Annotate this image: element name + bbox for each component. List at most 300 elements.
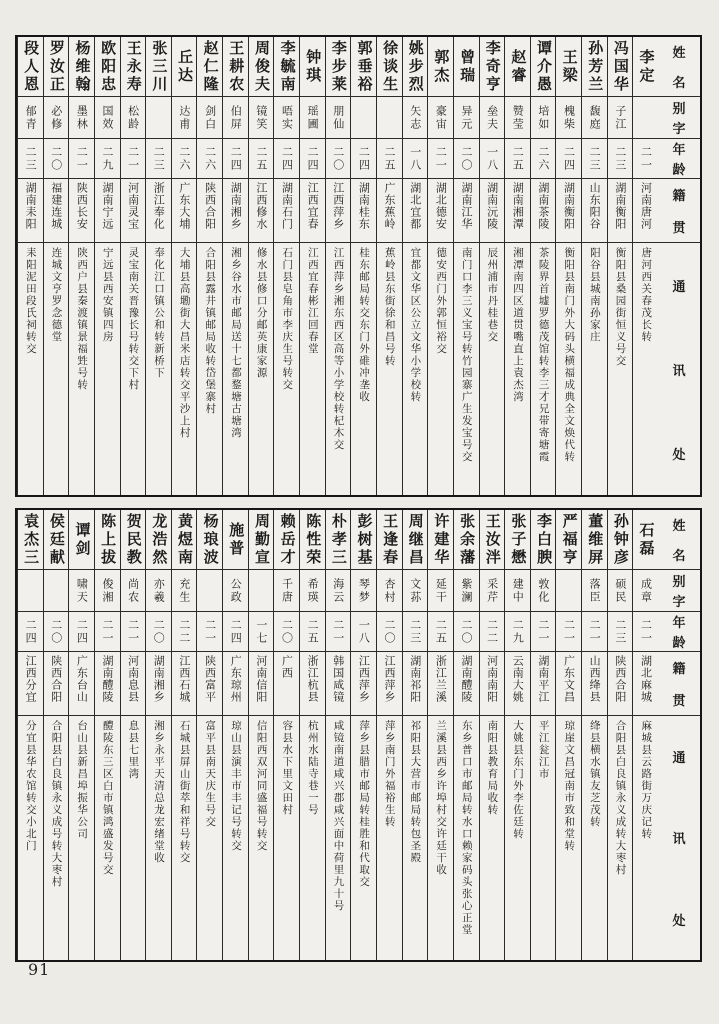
entry-address: 萍乡县腊市邮局转桂胜和代取交 [358, 720, 371, 888]
entry-address: 东乡普口市邮局转水口赖家码头张心正堂 [460, 720, 473, 936]
entry-courtesy-name: 啸天 [69, 570, 94, 612]
entry-address: 衡阳县南门外大码头横福成典全文焕代转 [563, 247, 576, 463]
entry-courtesy-name: 剑白 [197, 97, 222, 139]
entry-name: 段人恩 [18, 37, 43, 97]
entry-age: 二一 [69, 139, 94, 179]
entry-courtesy-name: 唔实 [274, 97, 299, 139]
entry-address: 琼山县演丰市丰记号转交 [229, 720, 242, 852]
entry-native-place: 湖南桂东 [351, 179, 376, 243]
entry-age: 二〇 [44, 612, 69, 652]
entry-age: 二六 [197, 139, 222, 179]
entry-native-place: 山东阳谷 [582, 179, 607, 243]
entry-age: 一八 [403, 139, 428, 179]
entry-courtesy-name: 千唐 [274, 570, 299, 612]
entry-native-place: 江西萍乡 [351, 652, 376, 716]
entry-age: 二六 [531, 139, 556, 179]
entry-age: 二三 [146, 139, 171, 179]
entry-courtesy-name: 墨林 [69, 97, 94, 139]
entry-native-place: 湖南沅陵 [480, 179, 505, 243]
entry-native-place: 湖南醴陵 [454, 652, 479, 716]
entry-native-place: 河南唐河 [633, 179, 658, 243]
entry-column [402, 510, 428, 960]
entry-age: 二五 [377, 139, 402, 179]
entry-column [530, 510, 556, 960]
entry-name: 袁杰三 [18, 510, 43, 570]
column-header-native-place: 籍 贯 [658, 179, 700, 243]
entry-column [273, 37, 299, 495]
entry-address: 唐河西关春茂长转 [640, 247, 653, 343]
entry-column [555, 510, 581, 960]
entry-name: 王梁 [556, 37, 581, 97]
entry-column [479, 510, 505, 960]
entry-column [402, 37, 428, 495]
entry-address: 祁阳县大营市邮局转包圣殿 [409, 720, 422, 864]
entry-name: 黄煜南 [172, 510, 197, 570]
entry-column [299, 510, 325, 960]
entry-native-place: 湖南湘潭 [505, 179, 530, 243]
entry-age: 二〇 [454, 139, 479, 179]
entry-name: 赖岳才 [274, 510, 299, 570]
entry-column [145, 510, 171, 960]
entry-age: 二五 [428, 612, 453, 652]
column-header-name: 姓 名 [658, 37, 700, 97]
entry-courtesy-name: 必修 [44, 97, 69, 139]
entry-column [632, 510, 658, 960]
entry-age: 二四 [556, 139, 581, 179]
entry-courtesy-name: 镜笑 [249, 97, 274, 139]
entry-column [581, 37, 607, 495]
entry-name: 王永寿 [121, 37, 146, 97]
entry-courtesy-name: 异元 [454, 97, 479, 139]
entry-address: 平江瓮江市 [537, 720, 550, 780]
entry-address: 息县七里湾 [127, 720, 140, 780]
entry-column [581, 510, 607, 960]
entry-courtesy-name: 馥庭 [582, 97, 607, 139]
entry-native-place: 湖南平江 [531, 652, 556, 716]
entry-name: 周俊夫 [249, 37, 274, 97]
entry-name: 谭介愚 [531, 37, 556, 97]
directory-table-top [15, 35, 702, 497]
entry-name: 侯廷献 [44, 510, 69, 570]
entry-address: 阳谷县城南孙家庄 [588, 247, 601, 343]
entry-column [504, 37, 530, 495]
entry-age: 二一 [556, 612, 581, 652]
entry-age: 二一 [633, 139, 658, 179]
entry-age: 二四 [351, 139, 376, 179]
entry-age: 二一 [531, 612, 556, 652]
entry-column [222, 510, 248, 960]
entry-address: 连城文亨罗念德堂 [50, 247, 63, 343]
entry-address: 湘潭南四区道贯嘴直上袁杰湾 [511, 247, 524, 403]
column-header-courtesy-name: 别 字 [658, 570, 700, 612]
entry-column [120, 37, 146, 495]
entry-native-place: 河南信阳 [249, 652, 274, 716]
entry-age: 二二 [480, 612, 505, 652]
entry-name: 赵睿 [505, 37, 530, 97]
entry-age: 二一 [326, 612, 351, 652]
entry-name: 严福亨 [556, 510, 581, 570]
entry-native-place: 湖南江华 [454, 179, 479, 243]
entry-courtesy-name: 建中 [505, 570, 530, 612]
entry-address: 蕉岭县东街徐和昌号转 [383, 247, 396, 367]
entry-native-place: 广东台山 [69, 652, 94, 716]
entry-address: 修水县修口分邮英康家源 [255, 247, 268, 379]
entry-address: 石城县屏山街萃和祥号转交 [178, 720, 191, 864]
entry-name: 贺民教 [121, 510, 146, 570]
entry-address: 大埔县高墈街大昌米店转交平沙上村 [178, 247, 191, 439]
entry-age: 二四 [223, 612, 248, 652]
entry-age: 二〇 [274, 612, 299, 652]
entry-address: 陕西户县秦渡镇景福甡号转 [76, 247, 89, 391]
entry-courtesy-name: 充生 [172, 570, 197, 612]
entry-native-place: 福建连城 [44, 179, 69, 243]
entry-column [68, 510, 94, 960]
entry-name: 陈上拔 [95, 510, 120, 570]
entry-address: 石门县皂角市李庆生号转交 [281, 247, 294, 391]
entry-column [17, 510, 43, 960]
entry-age: 二一 [121, 612, 146, 652]
entry-age: 二三 [18, 139, 43, 179]
entry-column [632, 37, 658, 495]
column-header-name: 姓 名 [658, 510, 700, 570]
entry-courtesy-name: 俊湘 [95, 570, 120, 612]
entry-courtesy-name: 伯屏 [223, 97, 248, 139]
entry-age: 二一 [121, 139, 146, 179]
entry-address: 桂东邮局转交东门外碓冲垄收 [358, 247, 371, 403]
entry-column [196, 510, 222, 960]
entry-courtesy-name: 郁青 [18, 97, 43, 139]
entry-native-place: 江西分宜 [18, 652, 43, 716]
entry-address: 南门口李三义宝号转竹园寨广生发宝号交 [460, 247, 473, 463]
entry-name: 李毓南 [274, 37, 299, 97]
column-header-courtesy-name: 别 字 [658, 97, 700, 139]
entry-column [607, 510, 633, 960]
header-column [658, 510, 700, 960]
entry-name: 董维屏 [582, 510, 607, 570]
entry-address: 宜都文华区公立文华小学校转 [409, 247, 422, 403]
entry-address: 合阳县白良镇永义成号转大枣村 [50, 720, 63, 888]
entry-age: 二〇 [44, 139, 69, 179]
entry-native-place: 陕西合阳 [197, 179, 222, 243]
entry-address: 江西宜春彬江回春堂 [306, 247, 319, 355]
entry-column [43, 37, 69, 495]
entry-native-place: 广西 [274, 652, 299, 716]
entry-column [94, 37, 120, 495]
entry-name: 张子懋 [505, 510, 530, 570]
entry-column [43, 510, 69, 960]
entry-age: 二〇 [454, 612, 479, 652]
entry-courtesy-name: 敦化 [531, 570, 556, 612]
entry-column [68, 37, 94, 495]
entry-name: 张余藩 [454, 510, 479, 570]
entry-column [453, 37, 479, 495]
entry-column [325, 37, 351, 495]
entry-age: 二一 [95, 612, 120, 652]
entry-courtesy-name: 采芹 [480, 570, 505, 612]
entry-courtesy-name [351, 97, 376, 139]
entry-column [145, 37, 171, 495]
entry-native-place: 湖南醴陵 [95, 652, 120, 716]
entry-column [171, 37, 197, 495]
entry-address: 辰州浦市丹桂巷交 [486, 247, 499, 343]
entry-name: 孙钟彦 [608, 510, 633, 570]
entry-native-place: 浙江奉化 [146, 179, 171, 243]
entry-native-place: 湖南茶陵 [531, 179, 556, 243]
entry-column [222, 37, 248, 495]
column-header-age: 年 龄 [658, 612, 700, 652]
entry-address: 耒阳泥田段氏祠转交 [24, 247, 37, 355]
entry-native-place: 陕西合阳 [44, 652, 69, 716]
entry-native-place: 湖南祁阳 [403, 652, 428, 716]
entry-column [427, 37, 453, 495]
entry-name: 孙芳兰 [582, 37, 607, 97]
entry-courtesy-name: 紫澜 [454, 570, 479, 612]
entry-name: 丘达 [172, 37, 197, 97]
entry-name: 曾瑞 [454, 37, 479, 97]
entry-column [248, 510, 274, 960]
entry-name: 郭垂裕 [351, 37, 376, 97]
entry-name: 周勤宣 [249, 510, 274, 570]
entry-column [325, 510, 351, 960]
entry-address: 宁远县西安镇四房 [101, 247, 114, 343]
entry-native-place: 陕西长安 [69, 179, 94, 243]
entry-name: 许建华 [428, 510, 453, 570]
entry-column [120, 510, 146, 960]
entry-age: 二〇 [326, 139, 351, 179]
entry-column [171, 510, 197, 960]
entry-native-place: 河南南阳 [480, 652, 505, 716]
directory-table-bottom [15, 508, 702, 962]
entry-name: 郭杰 [428, 37, 453, 97]
entry-address: 湘乡永平天清总龙宏绪堂收 [153, 720, 166, 864]
entry-courtesy-name: 亦羲 [146, 570, 171, 612]
entry-courtesy-name: 朋仙 [326, 97, 351, 139]
entry-courtesy-name [556, 570, 581, 612]
entry-name: 王汝泮 [480, 510, 505, 570]
entry-column [607, 37, 633, 495]
entry-column [350, 510, 376, 960]
column-header-address: 通 讯 处 [672, 279, 686, 463]
entry-age: 二一 [582, 612, 607, 652]
entry-address: 分宜县华农馆转交小北门 [24, 720, 37, 852]
entry-age: 二五 [505, 139, 530, 179]
entry-name: 赵仁隆 [197, 37, 222, 97]
entry-name: 李白腴 [531, 510, 556, 570]
entry-name: 龙浩然 [146, 510, 171, 570]
entry-courtesy-name: 矢志 [403, 97, 428, 139]
entry-native-place: 湖北麻城 [633, 652, 658, 716]
entry-column [17, 37, 43, 495]
entry-column [196, 37, 222, 495]
entry-name: 彭树基 [351, 510, 376, 570]
entry-age: 二四 [300, 139, 325, 179]
column-header-address: 通 讯 处 [672, 751, 686, 929]
entry-age: 二三 [403, 612, 428, 652]
entry-native-place: 云南大姚 [505, 652, 530, 716]
entry-courtesy-name: 子江 [608, 97, 633, 139]
entry-courtesy-name [197, 570, 222, 612]
entry-column [555, 37, 581, 495]
entry-name: 冯国华 [608, 37, 633, 97]
entry-courtesy-name: 尚农 [121, 570, 146, 612]
entry-name: 欧阳忠 [95, 37, 120, 97]
entry-name: 徐谈生 [377, 37, 402, 97]
entry-name: 钟琪 [300, 37, 325, 97]
entry-age: 一八 [351, 612, 376, 652]
entry-native-place: 河南灵宝 [121, 179, 146, 243]
entry-courtesy-name [633, 97, 658, 139]
entry-courtesy-name: 培如 [531, 97, 556, 139]
entry-courtesy-name [146, 97, 171, 139]
entry-age: 二三 [608, 139, 633, 179]
entry-address: 合阳县露井镇邮局收转岱堡寨村 [204, 247, 217, 415]
entry-column [530, 37, 556, 495]
entry-age: 二二 [172, 612, 197, 652]
entry-native-place: 湖南湘乡 [146, 652, 171, 716]
entry-name: 李奇亨 [480, 37, 505, 97]
entry-name: 谭剑 [69, 510, 94, 570]
entry-age: 二三 [608, 612, 633, 652]
entry-age: 二一 [428, 139, 453, 179]
entry-native-place: 湖南衡阳 [556, 179, 581, 243]
entry-courtesy-name: 公政 [223, 570, 248, 612]
entry-age: 二〇 [146, 612, 171, 652]
entry-column [376, 37, 402, 495]
entry-name: 姚步烈 [403, 37, 428, 97]
entry-column [376, 510, 402, 960]
entry-native-place: 江西宜春 [300, 179, 325, 243]
column-header-age: 年 龄 [658, 139, 700, 179]
entry-address: 兰溪县西乡许埠村交许廷干收 [435, 720, 448, 876]
entry-courtesy-name: 希瑛 [300, 570, 325, 612]
entry-name: 陈性荣 [300, 510, 325, 570]
entry-courtesy-name: 达甫 [172, 97, 197, 139]
entry-address: 麻城县云路街万庆记转 [640, 720, 653, 840]
entry-courtesy-name: 国效 [95, 97, 120, 139]
entry-native-place: 陕西合阳 [608, 652, 633, 716]
entry-name: 杨维翰 [69, 37, 94, 97]
entry-age: 二四 [69, 612, 94, 652]
entry-address: 江西萍乡湘东西区高等小学校转杞木交 [332, 247, 345, 451]
entry-courtesy-name: 海云 [326, 570, 351, 612]
entry-age: 二九 [95, 139, 120, 179]
entry-courtesy-name: 硕民 [608, 570, 633, 612]
entry-courtesy-name: 杏村 [377, 570, 402, 612]
page-number: 91 [28, 960, 51, 979]
entry-name: 罗汝正 [44, 37, 69, 97]
entry-courtesy-name: 成章 [633, 570, 658, 612]
entry-age: 一八 [480, 139, 505, 179]
entry-address: 台山县新昌埠振华公司 [76, 720, 89, 840]
page-sheet [15, 35, 702, 962]
entry-address: 容县水下里文田村 [281, 720, 294, 816]
entry-column [248, 37, 274, 495]
entry-address: 德安西门外郭恒裕交 [435, 247, 448, 355]
entry-address: 茶陵界首墟罗德茂馆转李三才兄带寄塘霞 [537, 247, 550, 463]
entry-native-place: 湖南湘乡 [223, 179, 248, 243]
entry-name: 施普 [223, 510, 248, 570]
entry-native-place: 湖南宁远 [95, 179, 120, 243]
entry-address: 合阳县白良镇永义成转大枣村 [614, 720, 627, 876]
entry-name: 周继昌 [403, 510, 428, 570]
entry-column [427, 510, 453, 960]
entry-column [94, 510, 120, 960]
entry-native-place: 江西萍乡 [377, 652, 402, 716]
entry-column [504, 510, 530, 960]
entry-name: 杨琅波 [197, 510, 222, 570]
entry-courtesy-name [44, 570, 69, 612]
entry-address: 信阳西双河同盛福号转交 [255, 720, 268, 852]
entry-courtesy-name [18, 570, 43, 612]
entry-native-place: 湖北宜都 [403, 179, 428, 243]
entry-native-place: 湖北德安 [428, 179, 453, 243]
entry-native-place: 湖南衡阳 [608, 179, 633, 243]
entry-address: 灵宝南关晋豫长号转交下村 [127, 247, 140, 391]
entry-address: 醴陵东三区白市镇鸿盛发号交 [101, 720, 114, 876]
entry-native-place: 江西萍乡 [326, 179, 351, 243]
entry-name: 张三川 [146, 37, 171, 97]
entry-address: 奉化江口镇公和转新桥下 [153, 247, 166, 379]
entry-age: 二四 [274, 139, 299, 179]
entry-age: 二五 [249, 139, 274, 179]
entry-column [273, 510, 299, 960]
entry-native-place: 江西修水 [249, 179, 274, 243]
entry-courtesy-name [377, 97, 402, 139]
entry-name: 王耕农 [223, 37, 248, 97]
entry-courtesy-name: 豪宙 [428, 97, 453, 139]
entry-name: 石磊 [633, 510, 658, 570]
entry-age: 二四 [18, 612, 43, 652]
entry-native-place: 韩国咸镜 [326, 652, 351, 716]
entry-column [350, 37, 376, 495]
entry-column [299, 37, 325, 495]
entry-courtesy-name: 槐柴 [556, 97, 581, 139]
entry-courtesy-name: 赞莹 [505, 97, 530, 139]
entry-age: 二九 [505, 612, 530, 652]
entry-courtesy-name [249, 570, 274, 612]
entry-native-place: 广东蕉岭 [377, 179, 402, 243]
column-header-native-place: 籍 贯 [658, 652, 700, 716]
entry-native-place: 湖南石门 [274, 179, 299, 243]
entry-name: 李定 [633, 37, 658, 97]
entry-name: 王逢春 [377, 510, 402, 570]
entry-courtesy-name: 垒夫 [480, 97, 505, 139]
entry-native-place: 浙江杭县 [300, 652, 325, 716]
entry-courtesy-name: 琴梦 [351, 570, 376, 612]
entry-address: 大姚县东门外李佐廷转 [511, 720, 524, 840]
entry-courtesy-name: 延干 [428, 570, 453, 612]
entry-age: 二〇 [377, 612, 402, 652]
entry-column [453, 510, 479, 960]
entry-age: 二六 [172, 139, 197, 179]
entry-address: 咸镜南道咸兴郡咸兴面中荷里九十号 [332, 720, 345, 912]
entry-column [479, 37, 505, 495]
entry-native-place: 浙江兰溪 [428, 652, 453, 716]
entry-address: 绛县横水镇友芝茂转 [588, 720, 601, 828]
entry-age: 一七 [249, 612, 274, 652]
entry-native-place: 广东文昌 [556, 652, 581, 716]
entry-native-place: 广东大埔 [172, 179, 197, 243]
entry-age: 二四 [223, 139, 248, 179]
entry-courtesy-name: 文荪 [403, 570, 428, 612]
entry-address: 衡阳县桑园街恒义号交 [614, 247, 627, 367]
entry-age: 二三 [582, 139, 607, 179]
entry-native-place: 河南息县 [121, 652, 146, 716]
entry-age: 二一 [197, 612, 222, 652]
entry-native-place: 湖南耒阳 [18, 179, 43, 243]
entry-courtesy-name: 瑶圃 [300, 97, 325, 139]
entry-age: 二一 [633, 612, 658, 652]
